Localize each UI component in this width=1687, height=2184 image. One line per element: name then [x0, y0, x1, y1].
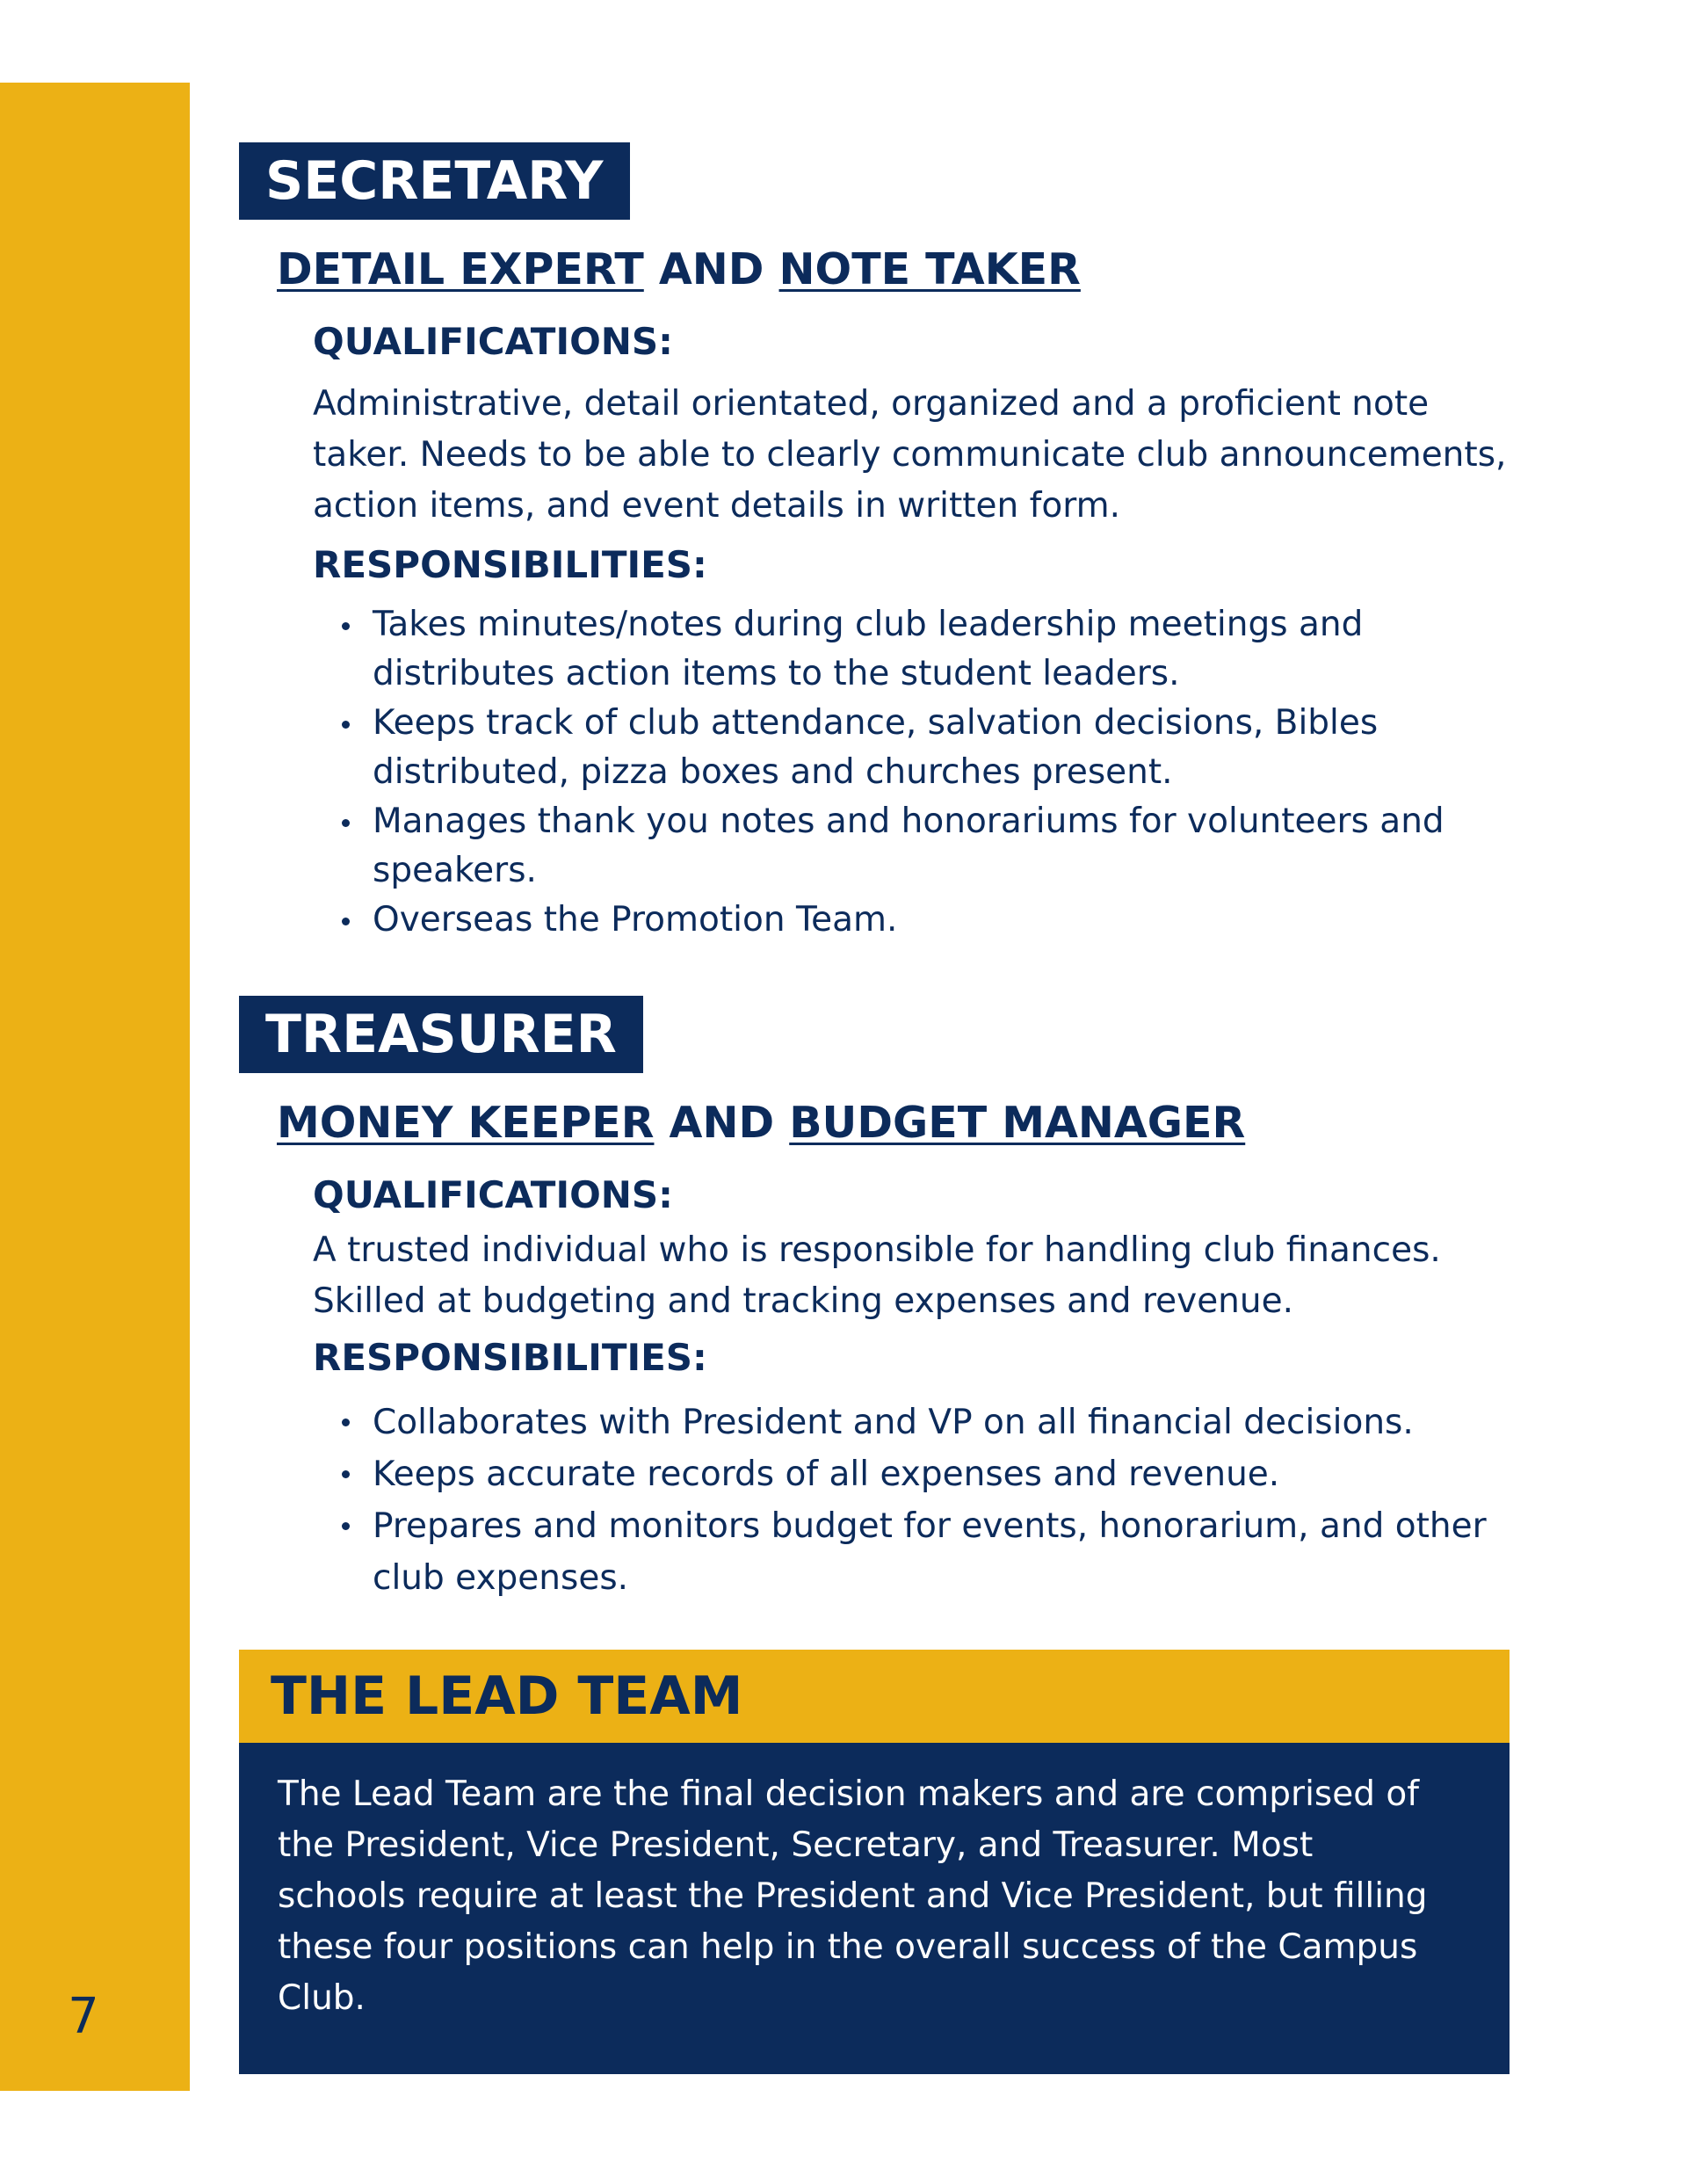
treasurer-tag: TREASURER [239, 996, 643, 1073]
secretary-responsibilities-list [327, 600, 1504, 945]
list-item: Takes minutes/notes during club leadership meetings and distributes action items to the student leaders. [373, 600, 1504, 699]
secretary-title-role-2: NOTE TAKER [778, 244, 1081, 294]
secretary-title [277, 244, 1081, 294]
lead-team-heading: THE LEAD TEAM [239, 1650, 1510, 1743]
list-item: Prepares and monitors budget for events, honorarium, and other club expenses. [373, 1500, 1504, 1604]
lead-team-panel [239, 1743, 1510, 2074]
secretary-qualifications-text: Administrative, detail orientated, organized and a proficient note taker. Needs to be able to clearly communicate club announcements, action items, and event details in written form. [313, 384, 1507, 526]
treasurer-title-conjunction: AND [654, 1098, 790, 1148]
treasurer-qualifications-heading: QUALIFICATIONS: [313, 1173, 673, 1216]
treasurer-responsibilities-list [327, 1397, 1504, 1604]
secretary-qualifications-heading: QUALIFICATIONS: [313, 320, 673, 363]
secretary-title-conjunction: AND [643, 244, 779, 294]
sidebar-accent-bar [0, 83, 190, 2091]
list-item: Collaborates with President and VP on all financial decisions. [373, 1397, 1504, 1448]
treasurer-title [277, 1098, 1245, 1148]
page-number: 7 [68, 1988, 99, 2045]
treasurer-title-role-2: BUDGET MANAGER [789, 1098, 1246, 1148]
treasurer-qualifications-text: A trusted individual who is responsible for handling club finances. Skilled at budgeting and tracking expenses and revenue. [313, 1230, 1441, 1321]
treasurer-title-role-1: MONEY KEEPER [277, 1098, 655, 1148]
secretary-tag: SECRETARY [239, 142, 630, 220]
secretary-title-role-1: DETAIL EXPERT [277, 244, 644, 294]
list-item: Overseas the Promotion Team. [373, 896, 1504, 945]
list-item: Keeps accurate records of all expenses and revenue. [373, 1448, 1504, 1500]
secretary-responsibilities-heading: RESPONSIBILITIES: [313, 543, 707, 586]
list-item: Manages thank you notes and honorariums for volunteers and speakers. [373, 797, 1504, 896]
list-item: Keeps track of club attendance, salvation decisions, Bibles distributed, pizza boxes and churches present. [373, 699, 1504, 797]
lead-team-text: The Lead Team are the final decision makers and are comprised of the President, Vice President, Secretary, and Treasurer. Most schools require at least the President and Vice President, but filling these four positions can help in the overall success of the Campus Club. [278, 1774, 1428, 2018]
treasurer-responsibilities-heading: RESPONSIBILITIES: [313, 1336, 707, 1379]
